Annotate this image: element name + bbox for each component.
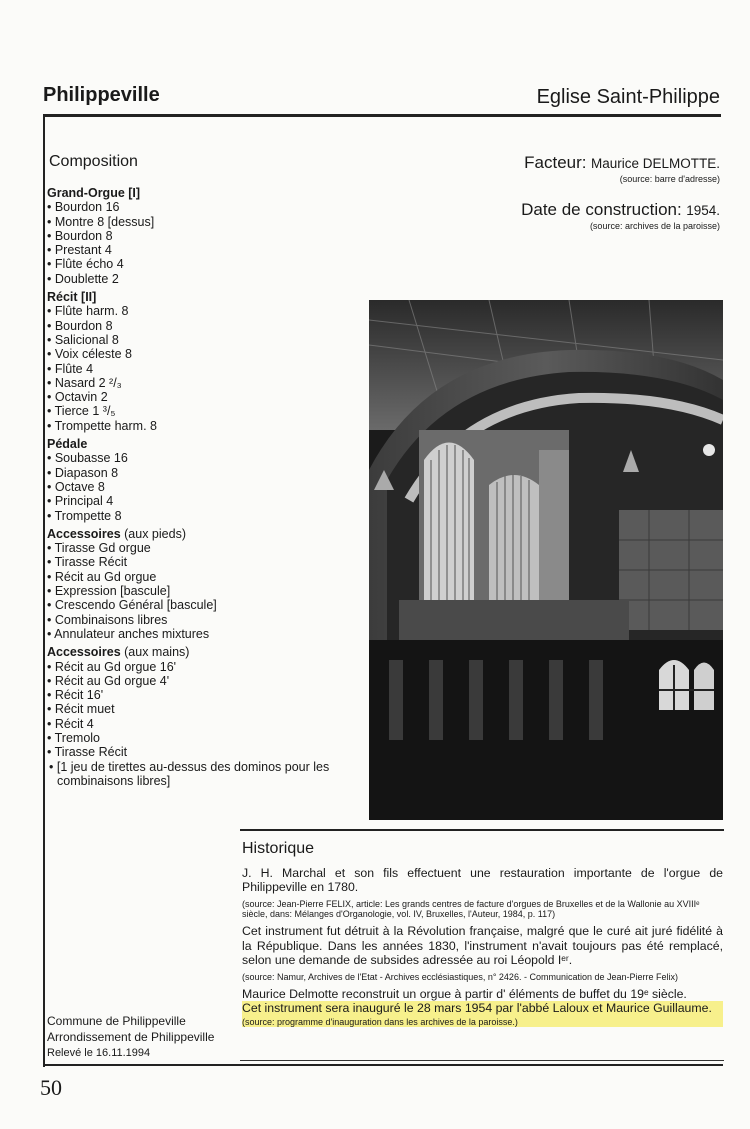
stop-item: • Voix céleste 8 — [47, 347, 132, 362]
facteur-value: Maurice DELMOTTE. — [590, 156, 720, 171]
historique-highlight — [242, 1001, 723, 1027]
historique-title: Historique — [242, 840, 315, 857]
stop-item: • Bourdon 16 — [47, 200, 120, 215]
stop-item: • Diapason 8 — [47, 465, 119, 480]
section-title — [47, 290, 347, 304]
stop-item: • Flûte harm. 8 — [47, 304, 129, 319]
stop-item: • Récit au Gd orgue 4' — [47, 673, 170, 688]
stop-item: • Tirasse Gd orgue — [47, 541, 151, 556]
commune-label: Commune de Philippeville — [47, 1014, 186, 1028]
stop-item: • Récit au Gd orgue — [47, 569, 157, 584]
facteur-source: (source: barre d'adresse) — [619, 174, 720, 184]
stop-item: • Bourdon 8 — [47, 228, 113, 243]
stop-list — [47, 186, 347, 788]
section-title-text: Accessoires — [47, 645, 121, 660]
section-title-text: Grand-Orgue [I] — [47, 186, 141, 200]
historique-source-4: (source: programme d'inauguration dans les archives de la paroisse.) — [242, 1017, 518, 1028]
stop-item: • Octave 8 — [47, 479, 105, 494]
stop-item: • Doublette 2 — [47, 271, 119, 286]
section-title — [47, 527, 347, 541]
facteur-label: Facteur: — [524, 153, 587, 172]
historique-bottom-rule — [240, 1060, 724, 1061]
section-note: (aux pieds) — [120, 526, 186, 541]
stop-item: • Récit 4 — [47, 716, 94, 731]
section-title-text: Accessoires — [47, 526, 121, 541]
stop-item: • Bourdon 8 — [47, 318, 113, 333]
stop-item: • Crescendo Général [bascule] — [47, 598, 217, 613]
section-title-text: Pédale — [47, 437, 88, 452]
left-rule — [43, 114, 45, 1067]
historique-source-1: (source: Jean-Pierre FELIX, article: Les grands centres de facture d'orgues de Bruxelles et de la Wallonie au XVIIIᵉ siècle, dans: Mélanges d'Organologie, vol. IV, Bruxelles, l'Auteur, 1984, p. 117) — [242, 899, 700, 920]
stop-item: • Montre 8 [dessus] — [47, 214, 155, 229]
stop-item: • Tierce 1 ³/₅ — [47, 404, 116, 419]
historique-paragraph-2: Cet instrument fut détruit à la Révolution française, malgré que le curé ait juré fidélité à la République. Dans les années 1830, l'instrument n'avait toujours pas été remplacé, selon une demande de subsides adressée au roi Léopold Iᵉʳ. — [242, 924, 723, 967]
stop-item: • Soubasse 16 — [47, 451, 128, 466]
stop-item: • Récit au Gd orgue 16' — [47, 659, 177, 674]
stop-item: • Tirasse Récit — [47, 555, 128, 570]
stop-item: • Principal 4 — [47, 494, 114, 509]
stop-item: • Salicional 8 — [47, 332, 119, 347]
historique-source-2: (source: Namur, Archives de l'Etat - Archives ecclésiastiques, n° 2426. - Communication de Jean-Pierre Felix) — [242, 972, 678, 983]
top-rule — [43, 114, 721, 117]
organ-photo — [369, 300, 723, 820]
historique-body — [242, 866, 723, 1027]
bottom-rule — [43, 1064, 723, 1066]
arrondissement-label: Arrondissement de Philippeville — [47, 1030, 215, 1044]
section-title — [47, 437, 347, 451]
stop-item: • Trompette harm. 8 — [47, 418, 157, 433]
stop-item: • Combinaisons libres — [47, 612, 168, 627]
stop-item: • Nasard 2 ²/₃ — [47, 375, 122, 390]
stop-item: • Tirasse Récit — [47, 745, 128, 760]
stop-item: • Prestant 4 — [47, 243, 112, 258]
stop-item: • Récit 16' — [47, 688, 104, 703]
footer-info — [47, 1013, 214, 1061]
historique-paragraph-1: J. H. Marchal et son fils effectuent une restauration importante de l'orgue de Philippeville en 1780. — [242, 866, 723, 895]
stop-item: • [1 jeu de tirettes au-dessus des dominos pour les combinaisons libres] — [49, 759, 330, 788]
section-title — [47, 645, 347, 659]
historique-top-rule — [240, 829, 724, 831]
section-note: (aux mains) — [120, 645, 190, 660]
section-title — [47, 186, 347, 200]
date-value: 1954. — [686, 203, 720, 218]
historique-paragraph-4: Cet instrument sera inauguré le 28 mars 1954 par l'abbé Laloux et Maurice Guillaume. — [242, 1001, 712, 1016]
town-heading: Philippeville — [43, 84, 160, 106]
facteur-block — [524, 153, 720, 184]
stop-item: • Récit muet — [47, 702, 115, 717]
stop-item: • Expression [bascule] — [47, 584, 171, 599]
church-heading: Eglise Saint-Philippe — [536, 86, 720, 108]
releve-label: Relevé le 16.11.1994 — [47, 1047, 151, 1059]
date-label: Date de construction: — [521, 200, 682, 219]
stop-item: • Annulateur anches mixtures — [47, 626, 210, 641]
date-block — [521, 200, 720, 231]
section-title-text: Récit [II] — [47, 290, 97, 305]
stop-item: • Tremolo — [47, 730, 101, 745]
stop-item: • Flûte écho 4 — [47, 257, 124, 272]
page-number: 50 — [40, 1075, 62, 1100]
date-source: (source: archives de la paroisse) — [589, 221, 720, 231]
stop-item: • Octavin 2 — [47, 390, 108, 405]
stop-item: • Trompette 8 — [47, 508, 122, 523]
composition-title: Composition — [49, 153, 138, 170]
historique-paragraph-3: Maurice Delmotte reconstruit un orgue à partir d' éléments de buffet du 19ᵉ siècle. — [242, 987, 687, 1002]
stop-item: • Flûte 4 — [47, 361, 94, 376]
